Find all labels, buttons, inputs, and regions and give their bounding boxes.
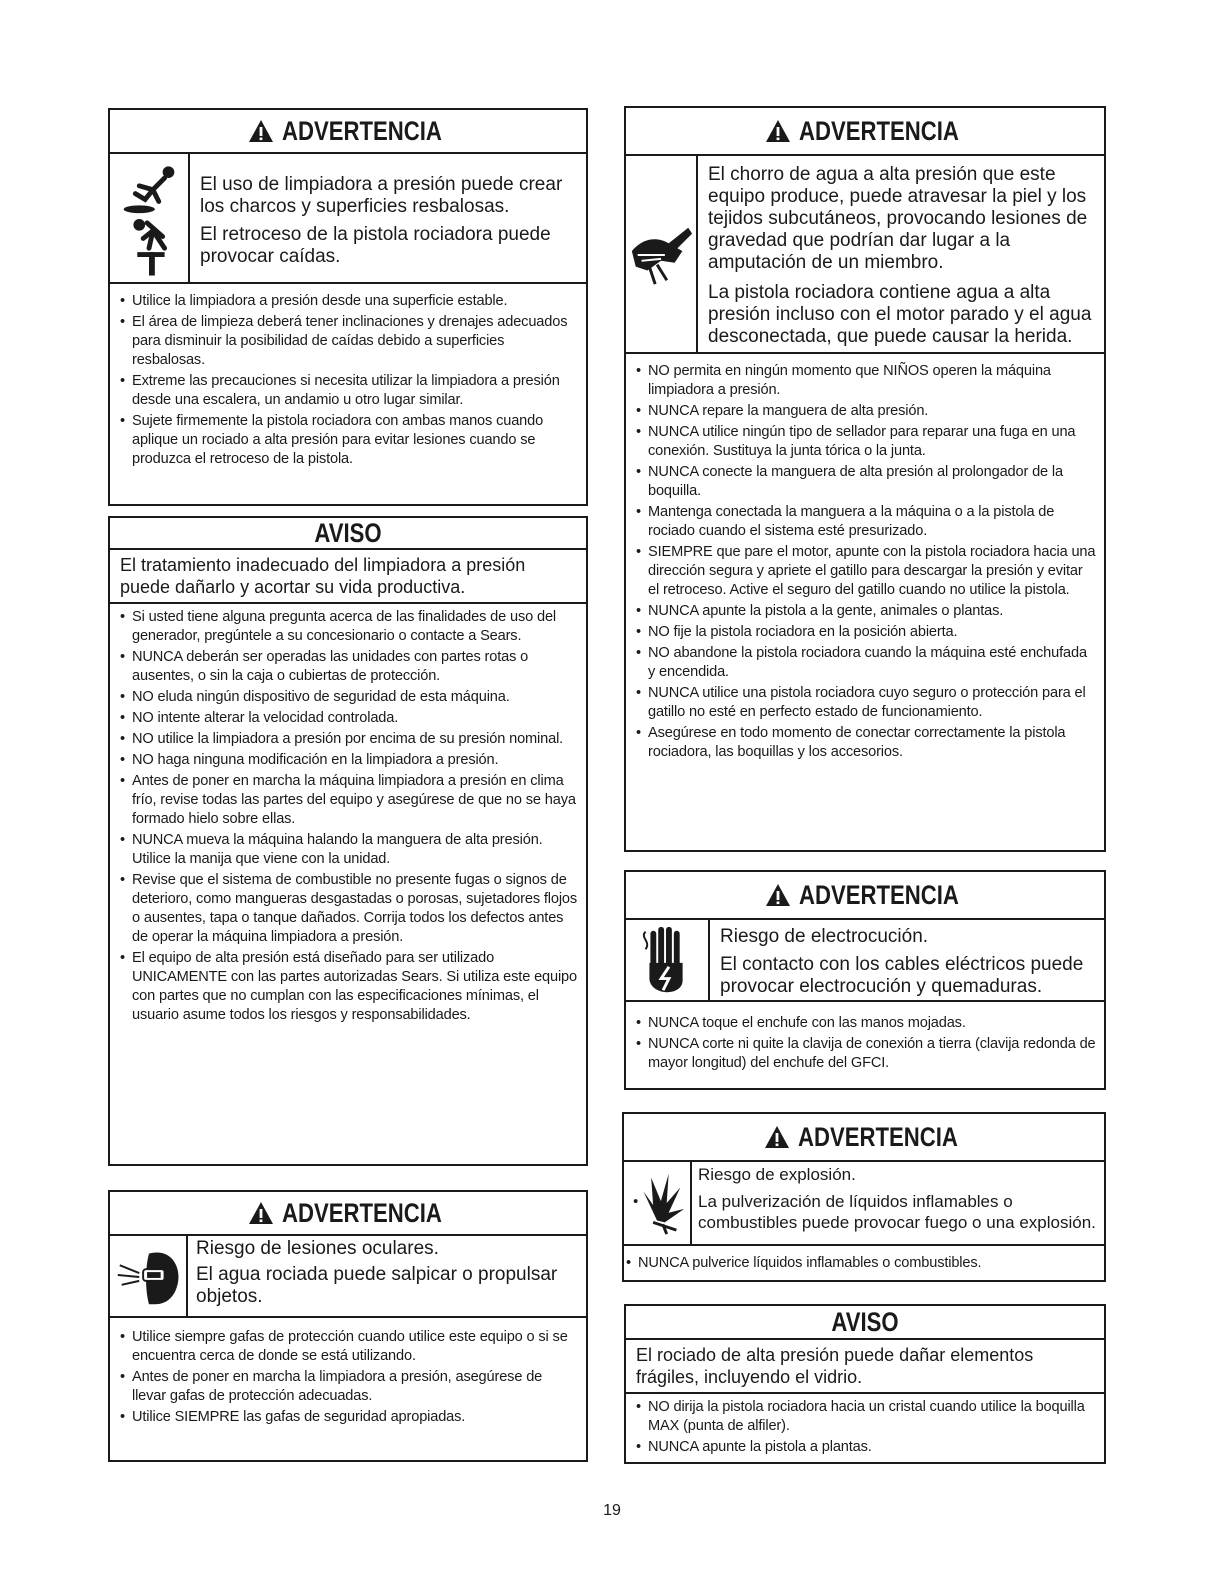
high-pressure-injection-icon [626,156,698,352]
list-item: • NUNCA toque el enchufe con las manos mojadas. [636,1014,1096,1033]
list-item: • SIEMPRE que pare el motor, apunte con la pistola rociadora hacia una dirección segura y apriete el gatillo para descargar la presión y evitar el retroceso. Active el seguro del gatillo cuando no utilice la pistola. [636,543,1096,600]
list-item: • NO abandone la pistola rociadora cuando la máquina esté enchufada y encendida. [636,644,1096,682]
list-item: • NUNCA utilice una pistola rociadora cuyo seguro o protección para el gatillo no esté en perfecto estado de funcionamiento. [636,684,1096,722]
notice-box [108,516,588,1166]
hazard-line: El retroceso de la pistola rociadora puede provocar caídas. [200,224,551,267]
list-item: • Extreme las precauciones si necesita utilizar la limpiadora a presión desde una escalera, un andamio u otro lugar similar. [120,372,578,410]
hazard-row [626,156,1104,354]
list-item: • NUNCA utilice ningún tipo de sellador para reparar una fuga en una conexión. Sustituya la junta tórica o la junta. [636,423,1096,461]
warning-header [110,1192,586,1236]
list-item: • NO permita en ningún momento que NIÑOS operen la máquina limpiadora a presión. [636,362,1096,400]
warning-title: ADVERTENCIA [799,115,960,146]
hazard-line: El agua rociada puede salpicar o propulsar objetos. [196,1264,558,1307]
bullet-list [624,1246,1104,1281]
hazard-line: El uso de limpiadora a presión puede crear los charcos y superficies resbalosas. [200,174,563,217]
list-item: • Utilice SIEMPRE las gafas de seguridad apropiadas. [120,1408,578,1427]
list-item: • El equipo de alta presión está diseñado para ser utilizado UNICAMENTE con las partes autorizadas Sears. Si utiliza este equipo con partes que no cumplan con las especificaciones mínimas, el usuario asume todos los riesgos y responsabilidades. [120,949,578,1025]
list-item: • NUNCA conecte la manguera de alta presión al prolongador de la boquilla. [636,463,1096,501]
bullet-list [626,1394,1104,1465]
slip-fall-icon [110,154,190,282]
warning-triangle-icon [248,1201,274,1225]
hazard-row [110,154,586,284]
list-item: • NO intente alterar la velocidad controlada. [120,709,578,728]
list-item: • NUNCA repare la manguera de alta presión. [636,402,1096,421]
list-item: • Utilice la limpiadora a presión desde una superficie estable. [120,292,578,311]
warning-header [110,110,586,154]
notice-box [624,1304,1106,1464]
page-number: 19 [603,1502,621,1519]
list-item: • Mantenga conectada la manguera a la máquina o a la pistola de rociado cuando el sistema esté presurizado. [636,503,1096,541]
hazard-line: El contacto con los cables eléctricos puede provocar electrocución y quemaduras. [720,954,1084,997]
slip-warning-box [108,108,588,506]
hazard-line: Riesgo de electrocución. [720,926,929,947]
warning-title: ADVERTENCIA [798,1121,959,1152]
warning-triangle-icon [764,1125,790,1149]
hazard-line: La pulverización de líquidos inflamables o combustibles puede provocar fuego o una explosión. [698,1192,1096,1232]
list-item: • NUNCA apunte la pistola a la gente, animales o plantas. [636,602,1096,621]
list-item: • Asegúrese en todo momento de conectar correctamente la pistola rociadora, las boquillas y los accesorios. [636,724,1096,762]
hazard-line: Riesgo de explosión. [698,1165,856,1184]
hazard-text [698,156,1104,352]
hazard-line: Riesgo de lesiones oculares. [196,1238,439,1259]
hazard-text [190,154,586,282]
list-item: • NUNCA mueva la máquina halando la manguera de alta presión. Utilice la manija que viene con la unidad. [120,831,578,869]
warning-title: ADVERTENCIA [799,879,960,910]
warning-header [626,108,1104,156]
hazard-row [624,1162,1104,1246]
hazard-row [626,920,1104,1002]
warning-header [626,872,1104,920]
warning-triangle-icon [248,119,274,143]
explosion-warning-box [622,1112,1106,1282]
list-item: • NO utilice la limpiadora a presión por encima de su presión nominal. [120,730,578,749]
list-item: • Si usted tiene alguna pregunta acerca de las finalidades de uso del generador, pregúntele a su concesionario o contacte a Sears. [120,608,578,646]
hazard-text [188,1236,586,1316]
hazard-text [710,920,1104,1000]
eye-warning-box [108,1190,588,1462]
notice-title: AVISO [314,517,382,548]
warning-header [624,1114,1104,1162]
bullet-list [110,284,586,477]
list-item: • Sujete firmemente la pistola rociadora con ambas manos cuando aplique un rociado a alta presión para evitar lesiones cuando se produzca el retroceso de la pistola. [120,412,578,469]
list-item: • Utilice siempre gafas de protección cuando utilice este equipo o si se encuentra cerca de donde se está utilizando. [120,1328,578,1366]
injection-warning-box [624,106,1106,852]
hazard-text [692,1162,1104,1244]
bullet-list [626,1002,1104,1081]
list-item: • NO haga ninguna modificación en la limpiadora a presión. [120,751,578,770]
notice-title: AVISO [831,1306,899,1337]
notice-header [110,518,586,550]
list-item: • NO fije la pistola rociadora en la posición abierta. [636,623,1096,642]
list-item: • NUNCA deberán ser operadas las unidades con partes rotas o ausentes, o sin la caja o cubiertas de protección. [120,648,578,686]
list-item: • El área de limpieza deberá tener inclinaciones y drenajes adecuados para disminuir la posibilidad de caídas debido a superficies resbalosas. [120,313,578,370]
list-item: • NUNCA apunte la pistola a plantas. [636,1438,1096,1457]
warning-title: ADVERTENCIA [282,115,443,146]
list-item: • Revise que el sistema de combustible no presente fugas o signos de deterioro, como mangueras desgastadas o porosas, sujetadores flojos o ausentes, tapa o tanque dañados. Corrija todos los defectos antes de operar la máquina limpiadora a presión. [120,871,578,947]
list-item: • NUNCA pulverice líquidos inflamables o combustibles. [626,1254,1096,1273]
explosion-icon [624,1162,692,1244]
electric-shock-icon [626,920,710,1000]
hazard-line: El chorro de agua a alta presión que este equipo produce, puede atravesar la piel y los tejidos subcutáneos, provocando lesiones de gravedad que podrían dar lugar a la amputación de un miembro. [708,164,1088,273]
eye-protection-icon [110,1236,188,1316]
list-item: • Antes de poner en marcha la máquina limpiadora a presión en clima frío, revise todas las partes del equipo y asegúrese de que no se haya formado hielo sobre ellas. [120,772,578,829]
hazard-line: La pistola rociadora contiene agua a alta presión incluso con el motor parado y el agua desconectada, que puede causar la herida. [708,282,1092,347]
notice-header [626,1306,1104,1340]
shock-warning-box [624,870,1106,1090]
bullet-list [110,1318,586,1435]
list-item: • Antes de poner en marcha la limpiadora a presión, asegúrese de llevar gafas de protección adecuadas. [120,1368,578,1406]
warning-title: ADVERTENCIA [282,1197,443,1228]
bullet-list [110,604,586,1033]
hazard-row [110,1236,586,1318]
bullet-list [626,354,1104,770]
warning-triangle-icon [765,883,791,907]
list-item: • NO eluda ningún dispositivo de seguridad de esta máquina. [120,688,578,707]
warning-triangle-icon [765,119,791,143]
notice-intro: El rociado de alta presión puede dañar elementos frágiles, incluyendo el vidrio. [626,1340,1104,1394]
notice-intro: El tratamiento inadecuado del limpiadora a presión puede dañarlo y acortar su vida productiva. [110,550,586,604]
list-item: • NO dirija la pistola rociadora hacia un cristal cuando utilice la boquilla MAX (punta de alfiler). [636,1398,1096,1436]
list-item: • NUNCA corte ni quite la clavija de conexión a tierra (clavija redonda de mayor longitud) del enchufe del GFCI. [636,1035,1096,1073]
